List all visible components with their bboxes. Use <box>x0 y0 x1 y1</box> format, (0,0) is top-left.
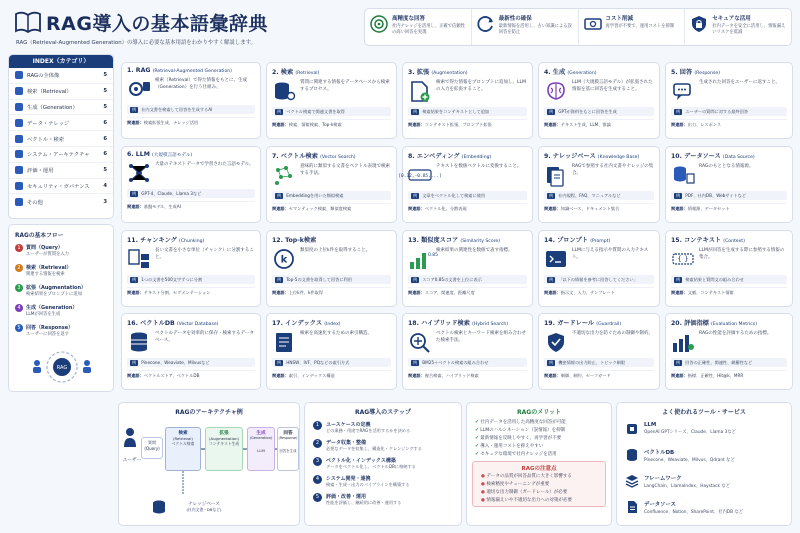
term-title: 10. データソース (Data Source) <box>671 153 755 160</box>
flow-step: 5 回答（Response） ユーザーに回答を返す <box>9 322 113 342</box>
tools-panel <box>616 402 792 526</box>
index-item[interactable]: ベクトル・検索 6 <box>9 131 113 147</box>
tool-item: LLM OpenAI GPTシリーズ、Claude、Llama 3など <box>617 418 791 444</box>
arch-user-label: ユーザー <box>122 458 142 463</box>
caution-item: ● データの品質が回答品質に大きく影響する <box>473 472 605 480</box>
database-icon <box>625 448 639 462</box>
term-description: ベクトル検索とキーワード検索を組み合わせた検索手法。 <box>436 331 526 343</box>
steps-panel <box>304 402 462 526</box>
term-related: 関連語：情報源、データセット <box>671 203 787 212</box>
document-icon <box>625 500 639 514</box>
term-related: 関連語：文脈、コンテキスト情報 <box>671 287 787 296</box>
svg-text:0.85: 0.85 <box>428 253 439 258</box>
term-description: LLMが回答を生成する際に参照する情報の集合。 <box>699 248 785 260</box>
more-icon <box>15 198 23 206</box>
flow-step: 2 検索（Retrieval） 関連する情報を検索 <box>9 262 113 282</box>
term-description: 大量のテキストデータで学習された言語モデル。 <box>155 162 254 167</box>
term-description: 意味的に類似する文書をベクトル表現で検索する手法。 <box>300 164 390 176</box>
feature-cost: コスト削減 再学習が不要で、運用コストを抑制 <box>579 9 686 45</box>
term-title: 4. 生成 (Generation) <box>544 69 597 76</box>
term-title: 5. 回答 (Response) <box>671 69 720 76</box>
feature-bar <box>364 8 792 46</box>
term-card <box>665 230 793 307</box>
user-icon <box>123 427 137 449</box>
book-icon <box>14 10 42 34</box>
term-icon <box>272 331 296 353</box>
term-description: 生成された回答をユーザーに返すこと。 <box>699 80 780 85</box>
steps-title: RAG導入のステップ <box>354 409 412 416</box>
merit-item: ✔ LLMのハルシネーション（誤情報）を抑制 <box>467 426 611 434</box>
term-icon <box>272 80 296 102</box>
index-title: INDEX（カテゴリ） <box>9 55 113 68</box>
term-title: 13. 類似度スコア (Similarity Score) <box>408 237 501 244</box>
feature-accuracy: 高精度な回答 社内ナレッジを活用し、正確で信頼性の高い回答を実現 <box>365 9 472 45</box>
term-icon <box>127 331 151 353</box>
term-icon <box>272 164 296 186</box>
term-related: 関連語：出力、レスポンス <box>671 119 787 128</box>
term-card <box>121 313 261 390</box>
term-description: LLMに与える指示や質問の入力テキスト。 <box>572 248 649 260</box>
term-related: 関連語：制御、制約、セーフガード <box>544 370 654 379</box>
term-description: テキストを数値ベクトルに変換すること。 <box>436 164 522 169</box>
term-icon <box>127 248 151 270</box>
term-title: 1. RAG (Retrieval-Augmented Generation) <box>127 67 232 74</box>
term-icon <box>671 331 695 353</box>
merit-item: ✔ セキュアな環境で社内ナレッジを活用 <box>467 450 611 458</box>
term-example: 例 機密情報の出力防止、トピック制限 <box>544 358 654 367</box>
term-description: 長い文書を小さな単位（チャンク）に分割すること。 <box>155 248 254 260</box>
term-icon <box>544 331 568 353</box>
page-subtitle: RAG（Retrieval-Augmented Generation）の導入に必要な基本用語をわかりやすく解説します。 <box>16 40 256 46</box>
flow-title: RAGの基本フロー <box>15 233 64 239</box>
term-example: 例 「以下の情報を参考に回答してください」 <box>544 275 654 284</box>
svg-text:k: k <box>280 254 288 266</box>
term-card <box>538 313 660 390</box>
caution-item: ● 適切な出力制御（ガードレール）が必要 <box>473 488 605 496</box>
term-title: 18. ハイブリッド検索 (Hybrid Search) <box>408 320 509 327</box>
term-description: 検索で得た情報をプロンプトに追加し、LLMの入力を拡張すること。 <box>436 80 526 92</box>
term-title: 3. 拡張 (Augmentation) <box>408 69 468 76</box>
flow-step: 4 生成（Generation） LLMが回答を生成 <box>9 302 113 322</box>
index-item[interactable]: セキュリティ・ガバナンス 4 <box>9 179 113 195</box>
term-title: 16. ベクトルDB (Vector Database) <box>127 320 219 327</box>
term-title: 8. エンベディング (Embedding) <box>408 153 492 160</box>
architecture-title: RAGのアーキテクチャ例 <box>175 409 243 416</box>
term-icon <box>272 248 296 270</box>
merit-item: ✔ 社内データを活用した高精度な回答が可能 <box>467 418 611 426</box>
caution-item: ● 情報漏えいや不適切な出力への対策が必要 <box>473 496 605 504</box>
step-item: 5 評価・改善・運用 性能を評価し、継続的に改善・運用する <box>305 491 461 509</box>
chip-icon <box>625 422 639 436</box>
term-related: 関連語：セマンティック検索、類似度検索 <box>272 203 391 212</box>
merit-item: ✔ 導入・運用コストを抑えやすい <box>467 442 611 450</box>
term-related: 関連語：ベクトルストア、ベクトルDB <box>127 370 255 379</box>
term-example: 例 社内規程、FAQ、マニュアルなど <box>544 191 654 200</box>
index-item[interactable]: その他 3 <box>9 194 113 210</box>
term-icon <box>671 80 695 102</box>
term-icon <box>408 331 432 353</box>
term-example: 例 GPTが資料をもとに回答を生成 <box>544 107 654 116</box>
term-icon <box>127 78 151 100</box>
term-icon <box>408 248 439 270</box>
term-icon <box>671 164 695 186</box>
term-related: 関連語：指示文、入力、テンプレート <box>544 287 654 296</box>
tools-title: よく使われるツール・サービス <box>662 409 746 416</box>
term-title: 15. コンテキスト (Context) <box>671 237 745 244</box>
term-card <box>538 230 660 307</box>
term-related: 関連語：索引、インデックス構造 <box>272 370 391 379</box>
term-title: 6. LLM (大規模言語モデル) <box>127 151 193 158</box>
term-card <box>121 62 261 139</box>
vector-icon <box>15 135 23 143</box>
term-title: 17. インデックス (Index) <box>272 320 341 327</box>
step-item: 4 システム開発・連携 検索・生成・出力のパイプラインを構築する <box>305 473 461 491</box>
term-title: 7. ベクトル検索 (Vector Search) <box>272 153 356 160</box>
tool-item: データソース Confluence、Notion、SharePoint、社内DB など <box>617 496 791 522</box>
term-title: 2. 検索 (Retrieval) <box>272 69 320 76</box>
term-card <box>402 230 533 307</box>
step-item: 3 ベクトル化・インデックス構築 データをベクトル化し、ベクトルDBに格納する <box>305 455 461 473</box>
term-description: 検索を高速化するための索引構造。 <box>300 331 372 336</box>
sparkle-icon <box>15 103 23 111</box>
term-related: 関連語：知識ベース、ドキュメント集合 <box>544 203 654 212</box>
term-icon <box>127 162 151 184</box>
search-icon <box>15 87 23 95</box>
target-icon <box>369 14 389 34</box>
term-icon <box>544 248 568 270</box>
term-title: 9. ナレッジベース (Knowledge Base) <box>544 153 640 160</box>
term-card <box>121 146 261 223</box>
term-example: 例 PDF、社内DB、Webサイトなど <box>671 191 787 200</box>
term-card <box>402 62 533 139</box>
arch-query: 質問 (Query) <box>141 437 163 459</box>
term-title: 12. Top-k検索 <box>272 237 317 244</box>
term-card <box>266 313 397 390</box>
term-example: 例 GPT-4、Claude、Llama 3など <box>127 189 255 198</box>
index-item[interactable]: 生成（Generation） 5 <box>9 100 113 116</box>
term-example: 例 Pinecone、Weaviate、Milvusなど <box>127 358 255 367</box>
term-example: 例 1つの文書を500文字ずつに分割 <box>127 275 255 284</box>
term-card <box>665 313 793 390</box>
term-card <box>398 146 533 223</box>
term-card <box>402 313 533 390</box>
term-description: RAGのもととなる情報源。 <box>699 164 754 169</box>
term-description: 不適切な出力を防ぐための制御や制約。 <box>572 331 653 336</box>
architecture-icon <box>15 150 23 158</box>
money-icon <box>583 14 603 34</box>
arch-knowledge-base: ナレッジベース (社内文書・DBなど) <box>186 502 222 512</box>
index-item[interactable]: RAGの全体像 5 <box>9 68 113 84</box>
term-description: RAGで参照する社内文書やナレッジの集合。 <box>572 164 654 176</box>
flow-step: 3 拡張（Augmentation） 検索結果をプロンプトに追加 <box>9 282 113 302</box>
arch-augmentation: 拡張 (Augmentation) コンテキスト生成 <box>205 427 243 471</box>
term-example: 例 検索結果と質問文の組み合わせ <box>671 275 787 284</box>
rag-cycle-diagram <box>29 343 95 389</box>
term-card <box>665 62 793 139</box>
chart-icon <box>15 166 23 174</box>
term-related: 関連語：指標、正確性、Hit@k、MRR <box>671 370 787 379</box>
term-icon <box>398 164 442 186</box>
merit-title: RAGのメリット <box>517 409 561 416</box>
refresh-icon <box>476 14 496 34</box>
term-card <box>538 146 660 223</box>
term-card <box>266 62 397 139</box>
term-related: 関連語：基盤モデル、生成AI <box>127 201 255 210</box>
term-example: 例 Top-5の文書を取得して回答に利用 <box>272 275 391 284</box>
term-example: 例 社内文書を検索して回答を生成するAI <box>127 105 255 114</box>
caution-box <box>472 461 606 507</box>
term-card <box>538 62 660 139</box>
flow-step: 1 質問（Query） ユーザーが質問を入力 <box>9 242 113 262</box>
term-icon <box>671 248 695 270</box>
tool-item: ベクトルDB Pinecone、Weaviate、Milvus、Qdrant など <box>617 444 791 470</box>
term-related: 関連語：テキスト分割、セグメンテーション <box>127 287 255 296</box>
term-description: LLM（大規模言語モデル）が拡張された情報を基に回答を生成すること。 <box>572 80 653 92</box>
term-related: 関連語：複合検索、ハイブリッド検索 <box>408 370 527 379</box>
page-title: RAG導入の基本語彙辞典 <box>46 13 268 35</box>
term-example: 例 BM25＋ベクトル検索の組み合わせ <box>408 358 527 367</box>
arch-response: 回答 (Response) 回答を生成 <box>277 427 299 471</box>
term-title: 14. プロンプト (Prompt) <box>544 237 611 244</box>
term-icon <box>408 80 432 102</box>
arch-generation: 生成 (Generation) LLM <box>247 427 275 471</box>
svg-text:[0.12,-0.85,...]: [0.12,-0.85,...] <box>398 174 442 179</box>
merit-panel <box>466 402 612 526</box>
term-card <box>665 146 793 223</box>
tool-item: フレームワーク LangChain、LlamaIndex、Haystack など <box>617 470 791 496</box>
architecture-panel <box>118 402 300 526</box>
term-example: 例 Embeddingを用いた類似検索 <box>272 191 391 200</box>
term-description: ベクトルデータを効率的に保存・検索するデータベース。 <box>155 331 254 343</box>
term-title: 19. ガードレール (Guardrail) <box>544 320 622 327</box>
term-related: 関連語：検索、情報検索、Top-k検索 <box>272 119 391 128</box>
term-icon <box>544 164 568 186</box>
term-title: 20. 評価指標 (Evaluation Metrics) <box>671 320 757 327</box>
term-description: 質問に関連する情報をデータベースから検索するプロセス。 <box>300 80 390 92</box>
svg-text:{ }: { } <box>677 255 689 263</box>
term-title: 11. チャンキング (Chunking) <box>127 237 205 244</box>
term-icon <box>544 80 568 102</box>
lock-shield-icon <box>689 14 709 34</box>
term-description: 類似度の上位k件を取得すること。 <box>300 248 371 253</box>
term-example: 例 ユーザーの質問に対する最終回答 <box>671 107 787 116</box>
rag-center-label: RAG <box>56 365 68 371</box>
caution-title: RAGの注意点 <box>521 466 557 472</box>
term-description: 検索（Retrieval）で得た情報をもとに、生成（Generation）を行う仕組み。 <box>155 78 247 90</box>
term-card <box>121 230 261 307</box>
index-item[interactable]: データ・ナレッジ 6 <box>9 115 113 131</box>
layers-icon <box>625 474 639 488</box>
index-panel <box>8 54 114 219</box>
step-item: 1 ユースケースの定義 どの業務・用途でRAGを活用するかを決める <box>305 419 461 437</box>
merit-item: ✔ 最新情報を反映しやすく、再学習が不要 <box>467 434 611 442</box>
globe-icon <box>15 71 23 79</box>
term-related: 関連語：ベクトル化、分散表現 <box>408 203 527 212</box>
term-related: 関連語：検索拡張生成、ナレッジ活用 <box>127 117 255 126</box>
shield-icon <box>15 182 23 190</box>
term-card <box>266 146 397 223</box>
arch-retrieval: 検索 (Retrieval) ベクトル検索 <box>165 427 201 471</box>
term-description: 検索結果の関連性を数値で表す指標。 <box>436 248 513 253</box>
term-example: 例 回答の正確性、関連性、網羅性など <box>671 358 787 367</box>
term-description: RAGの性能を評価するための指標。 <box>699 331 772 336</box>
flow-panel <box>8 224 114 392</box>
term-example: 例 HNSW、IVF、PQなどの索引方式 <box>272 358 391 367</box>
term-example: 例 ベクトル検索で関連文書を取得 <box>272 107 391 116</box>
term-example: 例 スコア0.85の文書を上位に表示 <box>408 275 527 284</box>
index-item[interactable]: システム・アーキテクチャ 6 <box>9 147 113 163</box>
term-card <box>266 230 397 307</box>
feature-freshness: 最新性の確保 最新情報を活用し、古い知識による誤回答を防止 <box>472 9 579 45</box>
term-related: 関連語：上位k件、k件取得 <box>272 287 391 296</box>
term-related: 関連語：テキスト生成、LLM、推論 <box>544 119 654 128</box>
term-example: 例 文章をベクトル化して検索に使用 <box>408 191 527 200</box>
caution-item: ● 検索精度やチューニングが重要 <box>473 480 605 488</box>
term-example: 例 検索結果をコンテキストとして追加 <box>408 107 527 116</box>
index-item[interactable]: 検索（Retrieval） 5 <box>9 84 113 100</box>
step-item: 2 データ収集・整備 必要なデータを収集し、構造化・クレンジングする <box>305 437 461 455</box>
feature-secure: セキュアな活用 社内データを安全に活用し、情報漏えいリスクを低減 <box>685 9 791 45</box>
database-icon <box>15 119 23 127</box>
term-related: 関連語：コンテキスト拡張、プロンプト拡張 <box>408 119 527 128</box>
term-related: 関連語：スコア、関連度、距離尺度 <box>408 287 527 296</box>
index-item[interactable]: 評価・運用 5 <box>9 163 113 179</box>
